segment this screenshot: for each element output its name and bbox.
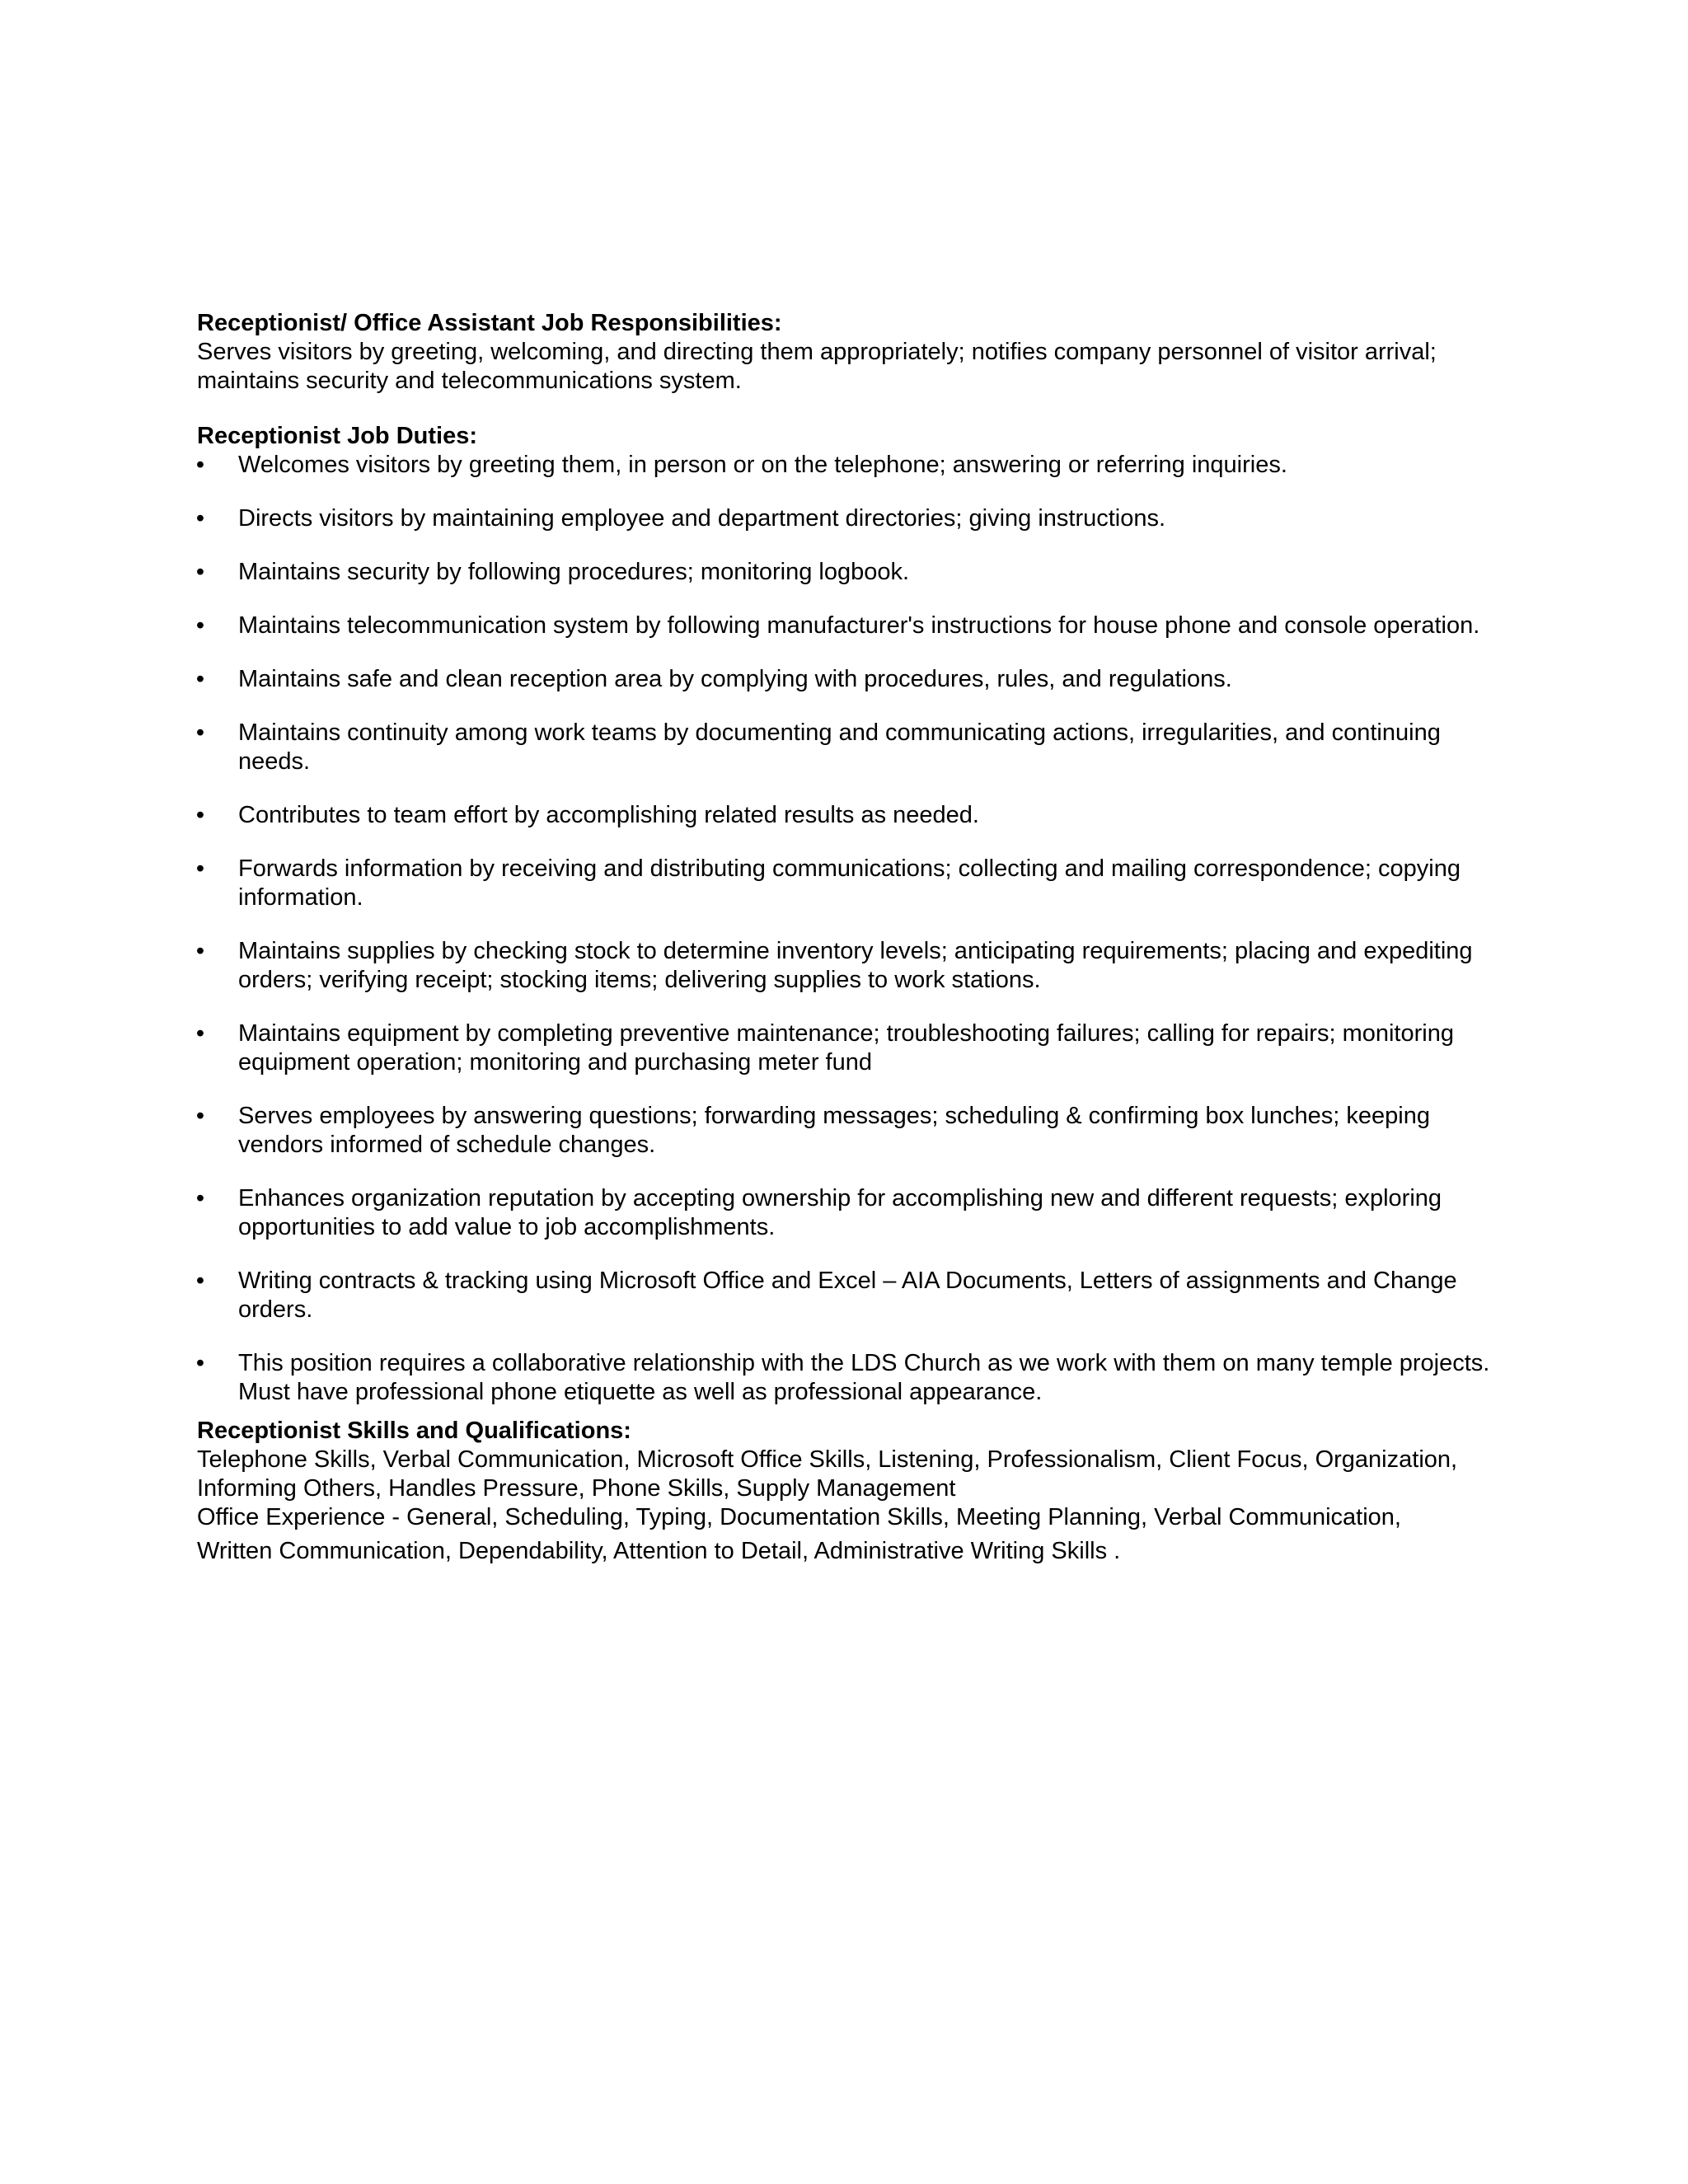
- duty-list-item: [197, 612, 1499, 640]
- duty-text: Maintains supplies by checking stock to determine inventory levels; anticipating requirements; placing and expediting orders; verifying receipt; stocking items; delivering supplies to work stations.: [238, 938, 1473, 993]
- duty-list-item: [197, 504, 1499, 533]
- bullet-icon: •: [195, 802, 205, 828]
- duty-text: Directs visitors by maintaining employee and department directories; giving instructions.: [238, 505, 1166, 532]
- responsibilities-heading: Receptionist/ Office Assistant Job Responsibilities:: [197, 310, 782, 336]
- duty-text: Maintains security by following procedures; monitoring logbook.: [238, 559, 910, 585]
- duty-list-item: [197, 451, 1499, 480]
- bullet-icon: •: [195, 612, 205, 639]
- bullet-icon: •: [195, 1103, 205, 1129]
- duty-text: Maintains telecommunication system by following manufacturer's instructions for house phone and console operation.: [238, 612, 1480, 639]
- duty-text: Writing contracts & tracking using Microsoft Office and Excel – AIA Documents, Letters of assignments and Change orders.: [238, 1268, 1457, 1323]
- duty-text: This position requires a collaborative relationship with the LDS Church as we work with them on many temple projects. Must have professional phone etiquette as well as professional appearance.: [238, 1350, 1490, 1405]
- bullet-icon: •: [195, 1350, 205, 1376]
- bullet-icon: •: [195, 505, 205, 532]
- responsibilities-text: Serves visitors by greeting, welcoming, and directing them appropriately; notifies company personnel of visitor arrival; maintains security and telecommunications system.: [197, 339, 1437, 394]
- duty-text: Maintains safe and clean reception area by complying with procedures, rules, and regulations.: [238, 666, 1232, 692]
- duty-text: Serves employees by answering questions; forwarding messages; scheduling & confirming box lunches; keeping vendors informed of schedule changes.: [238, 1103, 1430, 1158]
- skills-line-3: Written Communication, Dependability, Attention to Detail, Administrative Writing Skills .: [197, 1538, 1121, 1564]
- skills-line-1: Telephone Skills, Verbal Communication, Microsoft Office Skills, Listening, Professionalism, Client Focus, Organization, Informing Others, Handles Pressure, Phone Skills, Supply Management: [197, 1446, 1458, 1502]
- bullet-icon: •: [195, 1185, 205, 1212]
- duty-list-item: [197, 1019, 1499, 1077]
- bullet-icon: •: [195, 719, 205, 746]
- duty-list-item: [197, 1349, 1499, 1407]
- duty-list-item: [197, 558, 1499, 587]
- bullet-icon: •: [195, 452, 205, 478]
- section-spacer: [197, 396, 1499, 422]
- duty-list-item: [197, 719, 1499, 776]
- bullet-icon: •: [195, 855, 205, 882]
- duty-list-item: [197, 1184, 1499, 1242]
- bullet-icon: •: [195, 559, 205, 585]
- bullet-icon: •: [195, 938, 205, 964]
- duty-text: Maintains equipment by completing preventive maintenance; troubleshooting failures; calling for repairs; monitoring equipment operation; monitoring and purchasing meter fund: [238, 1020, 1454, 1076]
- skills-heading: Receptionist Skills and Qualifications:: [197, 1418, 631, 1444]
- duties-heading: Receptionist Job Duties:: [197, 423, 477, 449]
- duty-text: Welcomes visitors by greeting them, in person or on the telephone; answering or referring inquiries.: [238, 452, 1287, 478]
- skills-line-2: Office Experience - General, Scheduling, Typing, Documentation Skills, Meeting Planning, Verbal Communication,: [197, 1504, 1401, 1530]
- bullet-icon: •: [195, 1020, 205, 1047]
- duty-list-item: [197, 801, 1499, 830]
- duties-list: [197, 451, 1499, 1407]
- duty-text: Maintains continuity among work teams by documenting and communicating actions, irregularities, and continuing needs.: [238, 719, 1441, 775]
- duty-list-item: [197, 1267, 1499, 1324]
- document-page: [197, 309, 1499, 1566]
- duty-text: Contributes to team effort by accomplishing related results as needed.: [238, 802, 979, 828]
- duty-list-item: [197, 1102, 1499, 1160]
- duty-text: Enhances organization reputation by accepting ownership for accomplishing new and different requests; exploring opportunities to add value to job accomplishments.: [238, 1185, 1442, 1240]
- duty-list-item: [197, 855, 1499, 912]
- duty-list-item: [197, 937, 1499, 995]
- bullet-icon: •: [195, 1268, 205, 1294]
- bullet-icon: •: [195, 666, 205, 692]
- duty-text: Forwards information by receiving and distributing communications; collecting and mailing correspondence; copying information.: [238, 855, 1461, 911]
- duty-list-item: [197, 665, 1499, 694]
